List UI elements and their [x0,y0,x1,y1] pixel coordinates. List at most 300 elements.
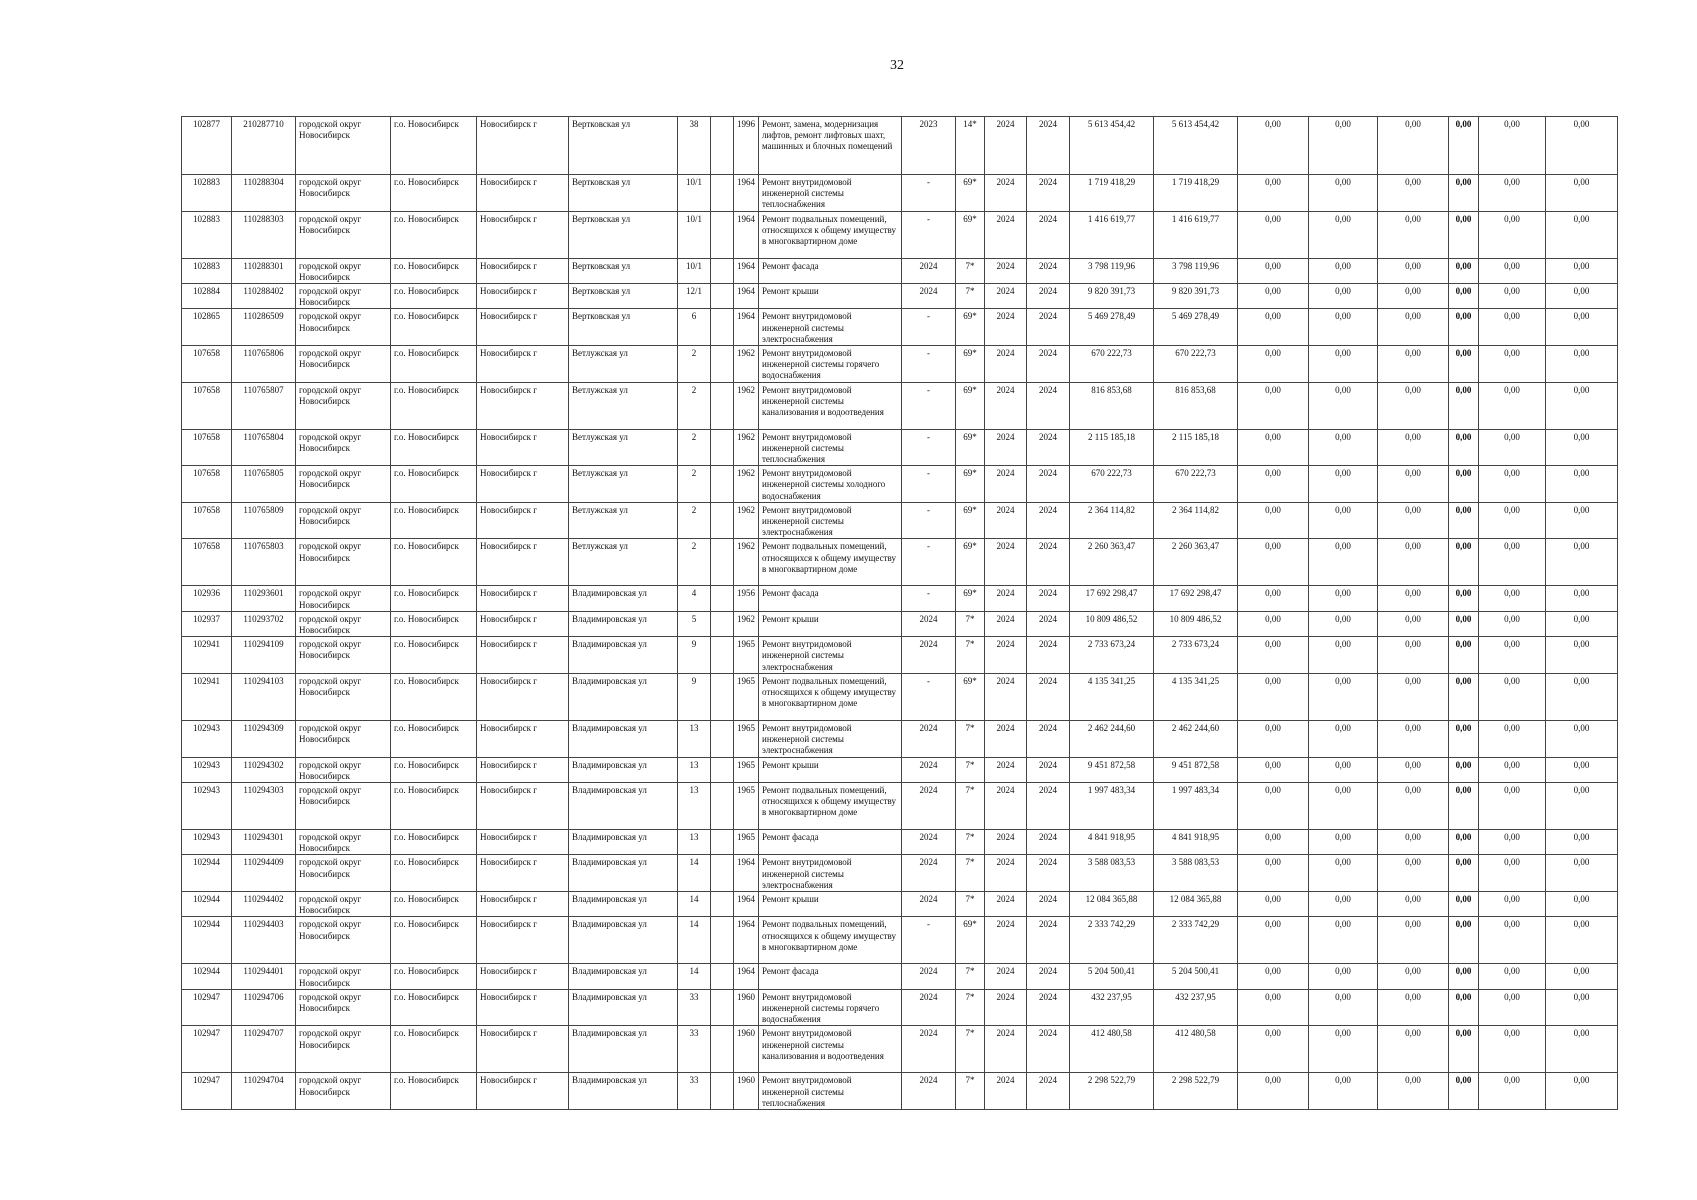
cell-work-code: 110288304 [232,175,296,212]
cell-year-built: 1956 [734,586,759,611]
cell-plan-year: - [902,502,956,539]
cell-city: Новосибирск г [477,586,569,611]
cell-work-code: 210287710 [232,117,296,175]
cell-cost-col-8: 0,00 [1546,382,1618,429]
cell-plan-year: - [902,673,956,720]
cell-cost-col-6: 0,00 [1449,1026,1479,1073]
cell-cost-col-8: 0,00 [1546,1026,1618,1073]
cell-cost-col-5: 0,00 [1378,211,1449,258]
cell-end-year: 2024 [1027,891,1070,916]
cell-start-year: 2024 [985,284,1027,309]
cell-city: Новосибирск г [477,782,569,829]
cell-work-type: Ремонт внутридомовой инженерной системы теплоснабжения [759,1073,902,1110]
cell-district: г.о. Новосибирск [391,891,477,916]
cell-work-type: Ремонт крыши [759,611,902,636]
cell-end-year: 2024 [1027,917,1070,964]
cell-municipality: городской округ Новосибирск [296,502,391,539]
cell-work-code: 110294704 [232,1073,296,1110]
cell-basis: 69* [956,917,985,964]
cell-cost-col-7: 0,00 [1479,1026,1546,1073]
cell-cost-col-3: 0,00 [1238,891,1309,916]
cell-end-year: 2024 [1027,284,1070,309]
cell-municipality: городской округ Новосибирск [296,117,391,175]
cell-district: г.о. Новосибирск [391,284,477,309]
table-row [182,309,1618,346]
cell-cost-col-4: 0,00 [1309,284,1378,309]
cell-year-built: 1965 [734,829,759,854]
cell-cost-col-7: 0,00 [1479,466,1546,503]
cell-cost-col-5: 0,00 [1378,757,1449,782]
cell-start-year: 2024 [985,117,1027,175]
cell-start-year: 2024 [985,502,1027,539]
cell-year-built: 1964 [734,855,759,892]
table-row [182,855,1618,892]
cell-cost-col-7: 0,00 [1479,175,1546,212]
cell-house-id: 102947 [182,989,232,1026]
cell-cost-regional: 5 613 454,42 [1154,117,1238,175]
cell-cost-col-5: 0,00 [1378,917,1449,964]
cell-house-id: 102943 [182,720,232,757]
cell-work-code: 110294706 [232,989,296,1026]
cell-cost-col-5: 0,00 [1378,1073,1449,1110]
cell-city: Новосибирск г [477,964,569,989]
cell-cost-col-4: 0,00 [1309,1073,1378,1110]
cell-street: Вертковская ул [569,284,678,309]
cell-end-year: 2024 [1027,175,1070,212]
cell-cost-col-7: 0,00 [1479,829,1546,854]
cell-house-id: 107658 [182,502,232,539]
cell-cost-col-4: 0,00 [1309,1026,1378,1073]
cell-city: Новосибирск г [477,211,569,258]
cell-basis: 69* [956,309,985,346]
cell-plan-year: 2024 [902,284,956,309]
cell-end-year: 2024 [1027,117,1070,175]
cell-cost-col-7: 0,00 [1479,917,1546,964]
cell-work-code: 110294409 [232,855,296,892]
cell-district: г.о. Новосибирск [391,637,477,674]
cell-cost-col-3: 0,00 [1238,989,1309,1026]
cell-year-built: 1965 [734,720,759,757]
cell-start-year: 2024 [985,1026,1027,1073]
cell-city: Новосибирск г [477,1073,569,1110]
cell-building [711,964,734,989]
cell-house-id: 102943 [182,757,232,782]
cell-end-year: 2024 [1027,466,1070,503]
cell-cost-col-7: 0,00 [1479,502,1546,539]
table-row [182,673,1618,720]
cell-cost-col-5: 0,00 [1378,637,1449,674]
cell-cost-col-3: 0,00 [1238,502,1309,539]
cell-cost-col-3: 0,00 [1238,175,1309,212]
cell-street: Владимировская ул [569,782,678,829]
cell-municipality: городской округ Новосибирск [296,829,391,854]
cell-cost-col-7: 0,00 [1479,346,1546,383]
cell-total-cost: 9 820 391,73 [1070,284,1154,309]
table-row [182,175,1618,212]
cell-house-number: 13 [678,829,711,854]
cell-cost-regional: 3 798 119,96 [1154,258,1238,283]
cell-cost-col-4: 0,00 [1309,757,1378,782]
cell-work-code: 110765807 [232,382,296,429]
cell-cost-regional: 9 451 872,58 [1154,757,1238,782]
cell-municipality: городской округ Новосибирск [296,258,391,283]
cell-basis: 7* [956,1026,985,1073]
cell-total-cost: 5 469 278,49 [1070,309,1154,346]
cell-building [711,284,734,309]
cell-start-year: 2024 [985,829,1027,854]
cell-work-type: Ремонт крыши [759,891,902,916]
cell-cost-regional: 2 115 185,18 [1154,429,1238,466]
cell-cost-col-8: 0,00 [1546,346,1618,383]
cell-street: Вертковская ул [569,309,678,346]
cell-basis: 7* [956,782,985,829]
cell-basis: 69* [956,429,985,466]
cell-basis: 7* [956,720,985,757]
cell-district: г.о. Новосибирск [391,502,477,539]
cell-end-year: 2024 [1027,211,1070,258]
cell-cost-col-7: 0,00 [1479,211,1546,258]
cell-cost-col-5: 0,00 [1378,539,1449,586]
cell-district: г.о. Новосибирск [391,382,477,429]
cell-cost-col-6: 0,00 [1449,917,1479,964]
cell-basis: 69* [956,502,985,539]
cell-cost-col-5: 0,00 [1378,258,1449,283]
cell-cost-col-6: 0,00 [1449,346,1479,383]
table-row [182,502,1618,539]
cell-work-type: Ремонт фасада [759,258,902,283]
cell-municipality: городской округ Новосибирск [296,637,391,674]
cell-year-built: 1964 [734,309,759,346]
cell-district: г.о. Новосибирск [391,309,477,346]
table-row [182,720,1618,757]
cell-building [711,611,734,636]
cell-cost-col-8: 0,00 [1546,258,1618,283]
cell-cost-col-8: 0,00 [1546,284,1618,309]
cell-total-cost: 9 451 872,58 [1070,757,1154,782]
cell-end-year: 2024 [1027,757,1070,782]
cell-work-type: Ремонт внутридомовой инженерной системы электроснабжения [759,720,902,757]
cell-cost-col-5: 0,00 [1378,502,1449,539]
cell-building [711,891,734,916]
cell-cost-col-4: 0,00 [1309,586,1378,611]
cell-cost-col-6: 0,00 [1449,782,1479,829]
cell-cost-col-7: 0,00 [1479,429,1546,466]
cell-plan-year: 2024 [902,989,956,1026]
cell-cost-col-7: 0,00 [1479,586,1546,611]
cell-building [711,1073,734,1110]
cell-total-cost: 1 997 483,34 [1070,782,1154,829]
cell-district: г.о. Новосибирск [391,429,477,466]
cell-basis: 69* [956,586,985,611]
cell-total-cost: 4 841 918,95 [1070,829,1154,854]
cell-end-year: 2024 [1027,637,1070,674]
cell-year-built: 1962 [734,429,759,466]
cell-cost-col-8: 0,00 [1546,211,1618,258]
cell-basis: 69* [956,382,985,429]
cell-city: Новосибирск г [477,117,569,175]
cell-total-cost: 10 809 486,52 [1070,611,1154,636]
cell-cost-col-8: 0,00 [1546,175,1618,212]
cell-municipality: городской округ Новосибирск [296,211,391,258]
cell-cost-regional: 3 588 083,53 [1154,855,1238,892]
cell-cost-col-7: 0,00 [1479,637,1546,674]
cell-year-built: 1962 [734,539,759,586]
cell-district: г.о. Новосибирск [391,1026,477,1073]
cell-municipality: городской округ Новосибирск [296,309,391,346]
cell-house-number: 13 [678,782,711,829]
cell-building [711,382,734,429]
cell-work-code: 110286509 [232,309,296,346]
cell-cost-col-5: 0,00 [1378,855,1449,892]
cell-year-built: 1965 [734,637,759,674]
cell-house-id: 107658 [182,346,232,383]
cell-basis: 7* [956,855,985,892]
cell-cost-col-8: 0,00 [1546,720,1618,757]
cell-plan-year: 2024 [902,637,956,674]
cell-cost-col-7: 0,00 [1479,891,1546,916]
cell-work-code: 110765809 [232,502,296,539]
cell-work-code: 110765806 [232,346,296,383]
cell-cost-col-4: 0,00 [1309,502,1378,539]
cell-work-code: 110288303 [232,211,296,258]
cell-work-code: 110293702 [232,611,296,636]
cell-house-number: 10/1 [678,258,711,283]
cell-plan-year: 2024 [902,964,956,989]
cell-cost-col-3: 0,00 [1238,586,1309,611]
cell-work-type: Ремонт внутридомовой инженерной системы теплоснабжения [759,175,902,212]
cell-cost-regional: 2 462 244,60 [1154,720,1238,757]
cell-building [711,211,734,258]
cell-house-number: 12/1 [678,284,711,309]
cell-year-built: 1964 [734,964,759,989]
cell-house-id: 102937 [182,611,232,636]
cell-work-type: Ремонт внутридомовой инженерной системы канализования и водоотведения [759,382,902,429]
cell-plan-year: 2024 [902,1073,956,1110]
cell-basis: 7* [956,829,985,854]
cell-year-built: 1964 [734,917,759,964]
cell-cost-col-5: 0,00 [1378,782,1449,829]
cell-cost-regional: 2 364 114,82 [1154,502,1238,539]
cell-cost-col-4: 0,00 [1309,539,1378,586]
cell-cost-col-8: 0,00 [1546,782,1618,829]
cell-street: Ветлужская ул [569,466,678,503]
cell-start-year: 2024 [985,586,1027,611]
cell-cost-col-4: 0,00 [1309,466,1378,503]
cell-cost-col-3: 0,00 [1238,637,1309,674]
cell-building [711,502,734,539]
cell-district: г.о. Новосибирск [391,1073,477,1110]
table-row [182,466,1618,503]
cell-street: Владимировская ул [569,757,678,782]
cell-cost-col-5: 0,00 [1378,586,1449,611]
cell-cost-col-6: 0,00 [1449,829,1479,854]
cell-house-id: 102941 [182,637,232,674]
cell-city: Новосибирск г [477,855,569,892]
cell-basis: 69* [956,466,985,503]
cell-district: г.о. Новосибирск [391,829,477,854]
cell-house-number: 2 [678,502,711,539]
cell-district: г.о. Новосибирск [391,175,477,212]
cell-total-cost: 2 260 363,47 [1070,539,1154,586]
cell-cost-col-6: 0,00 [1449,673,1479,720]
cell-street: Вертковская ул [569,211,678,258]
cell-basis: 7* [956,1073,985,1110]
cell-cost-col-3: 0,00 [1238,757,1309,782]
cell-cost-col-6: 0,00 [1449,466,1479,503]
cell-work-type: Ремонт фасада [759,829,902,854]
cell-end-year: 2024 [1027,964,1070,989]
cell-street: Ветлужская ул [569,429,678,466]
cell-plan-year: - [902,346,956,383]
cell-house-number: 5 [678,611,711,636]
cell-basis: 7* [956,637,985,674]
cell-cost-col-4: 0,00 [1309,258,1378,283]
cell-municipality: городской округ Новосибирск [296,757,391,782]
cell-end-year: 2024 [1027,539,1070,586]
cell-year-built: 1965 [734,673,759,720]
cell-work-type: Ремонт внутридомовой инженерной системы электроснабжения [759,309,902,346]
cell-end-year: 2024 [1027,1073,1070,1110]
cell-basis: 14* [956,117,985,175]
cell-end-year: 2024 [1027,346,1070,383]
table-row [182,917,1618,964]
cell-work-type: Ремонт внутридомовой инженерной системы электроснабжения [759,502,902,539]
cell-house-number: 4 [678,586,711,611]
cell-cost-col-3: 0,00 [1238,284,1309,309]
cell-cost-col-8: 0,00 [1546,829,1618,854]
cell-cost-col-3: 0,00 [1238,539,1309,586]
cell-cost-col-6: 0,00 [1449,502,1479,539]
cell-basis: 7* [956,757,985,782]
cell-cost-regional: 1 997 483,34 [1154,782,1238,829]
cell-house-id: 107658 [182,466,232,503]
cell-year-built: 1962 [734,502,759,539]
cell-cost-col-6: 0,00 [1449,964,1479,989]
cell-house-number: 9 [678,637,711,674]
cell-house-id: 102943 [182,829,232,854]
cell-work-code: 110294303 [232,782,296,829]
cell-street: Владимировская ул [569,720,678,757]
cell-street: Владимировская ул [569,917,678,964]
cell-cost-col-5: 0,00 [1378,382,1449,429]
cell-work-type: Ремонт внутридомовой инженерной системы холодного водоснабжения [759,466,902,503]
cell-house-number: 10/1 [678,175,711,212]
cell-work-code: 110293601 [232,586,296,611]
cell-basis: 7* [956,258,985,283]
cell-cost-col-8: 0,00 [1546,429,1618,466]
cell-work-code: 110294302 [232,757,296,782]
cell-cost-col-5: 0,00 [1378,309,1449,346]
cell-cost-regional: 5 204 500,41 [1154,964,1238,989]
cell-cost-col-8: 0,00 [1546,466,1618,503]
cell-cost-regional: 2 733 673,24 [1154,637,1238,674]
table-row [182,989,1618,1026]
cell-start-year: 2024 [985,539,1027,586]
cell-end-year: 2024 [1027,855,1070,892]
cell-plan-year: - [902,539,956,586]
cell-cost-col-5: 0,00 [1378,989,1449,1026]
cell-cost-col-6: 0,00 [1449,1073,1479,1110]
cell-cost-regional: 4 135 341,25 [1154,673,1238,720]
table-row [182,117,1618,175]
cell-house-number: 14 [678,917,711,964]
cell-building [711,720,734,757]
cell-district: г.о. Новосибирск [391,855,477,892]
cell-house-number: 6 [678,309,711,346]
cell-start-year: 2024 [985,382,1027,429]
cell-work-type: Ремонт, замена, модернизация лифтов, ремонт лифтовых шахт, машинных и блочных помещений [759,117,902,175]
cell-cost-col-7: 0,00 [1479,989,1546,1026]
cell-district: г.о. Новосибирск [391,611,477,636]
cell-cost-col-4: 0,00 [1309,117,1378,175]
cell-basis: 7* [956,891,985,916]
cell-cost-col-6: 0,00 [1449,611,1479,636]
cell-cost-col-7: 0,00 [1479,964,1546,989]
cell-district: г.о. Новосибирск [391,673,477,720]
cell-cost-col-8: 0,00 [1546,989,1618,1026]
cell-building [711,346,734,383]
cell-work-code: 110294707 [232,1026,296,1073]
cell-cost-col-6: 0,00 [1449,637,1479,674]
table-row [182,611,1618,636]
cell-cost-col-6: 0,00 [1449,284,1479,309]
cell-total-cost: 17 692 298,47 [1070,586,1154,611]
cell-plan-year: 2024 [902,611,956,636]
cell-cost-col-3: 0,00 [1238,382,1309,429]
cell-cost-col-3: 0,00 [1238,117,1309,175]
cell-total-cost: 2 364 114,82 [1070,502,1154,539]
cell-street: Владимировская ул [569,673,678,720]
cell-house-id: 102944 [182,891,232,916]
cell-cost-col-4: 0,00 [1309,855,1378,892]
cell-work-code: 110765805 [232,466,296,503]
cell-cost-col-3: 0,00 [1238,611,1309,636]
cell-house-number: 2 [678,429,711,466]
cell-building [711,117,734,175]
cell-end-year: 2024 [1027,382,1070,429]
cell-start-year: 2024 [985,466,1027,503]
table-row [182,586,1618,611]
cell-basis: 69* [956,175,985,212]
cell-house-id: 107658 [182,382,232,429]
cell-street: Владимировская ул [569,637,678,674]
cell-cost-col-5: 0,00 [1378,284,1449,309]
cell-house-id: 102941 [182,673,232,720]
cell-plan-year: 2024 [902,258,956,283]
cell-district: г.о. Новосибирск [391,258,477,283]
cell-plan-year: - [902,429,956,466]
cell-end-year: 2024 [1027,258,1070,283]
cell-cost-col-3: 0,00 [1238,1026,1309,1073]
cell-house-id: 102884 [182,284,232,309]
cell-cost-col-6: 0,00 [1449,117,1479,175]
cell-basis: 69* [956,346,985,383]
table-body [182,117,1618,1110]
cell-house-number: 2 [678,346,711,383]
cell-start-year: 2024 [985,258,1027,283]
cell-cost-col-3: 0,00 [1238,346,1309,383]
cell-city: Новосибирск г [477,539,569,586]
cell-work-type: Ремонт фасада [759,586,902,611]
cell-house-id: 102944 [182,964,232,989]
cell-street: Владимировская ул [569,989,678,1026]
cell-city: Новосибирск г [477,429,569,466]
cell-municipality: городской округ Новосибирск [296,673,391,720]
cell-city: Новосибирск г [477,175,569,212]
cell-municipality: городской округ Новосибирск [296,891,391,916]
cell-cost-col-3: 0,00 [1238,917,1309,964]
cell-street: Ветлужская ул [569,502,678,539]
